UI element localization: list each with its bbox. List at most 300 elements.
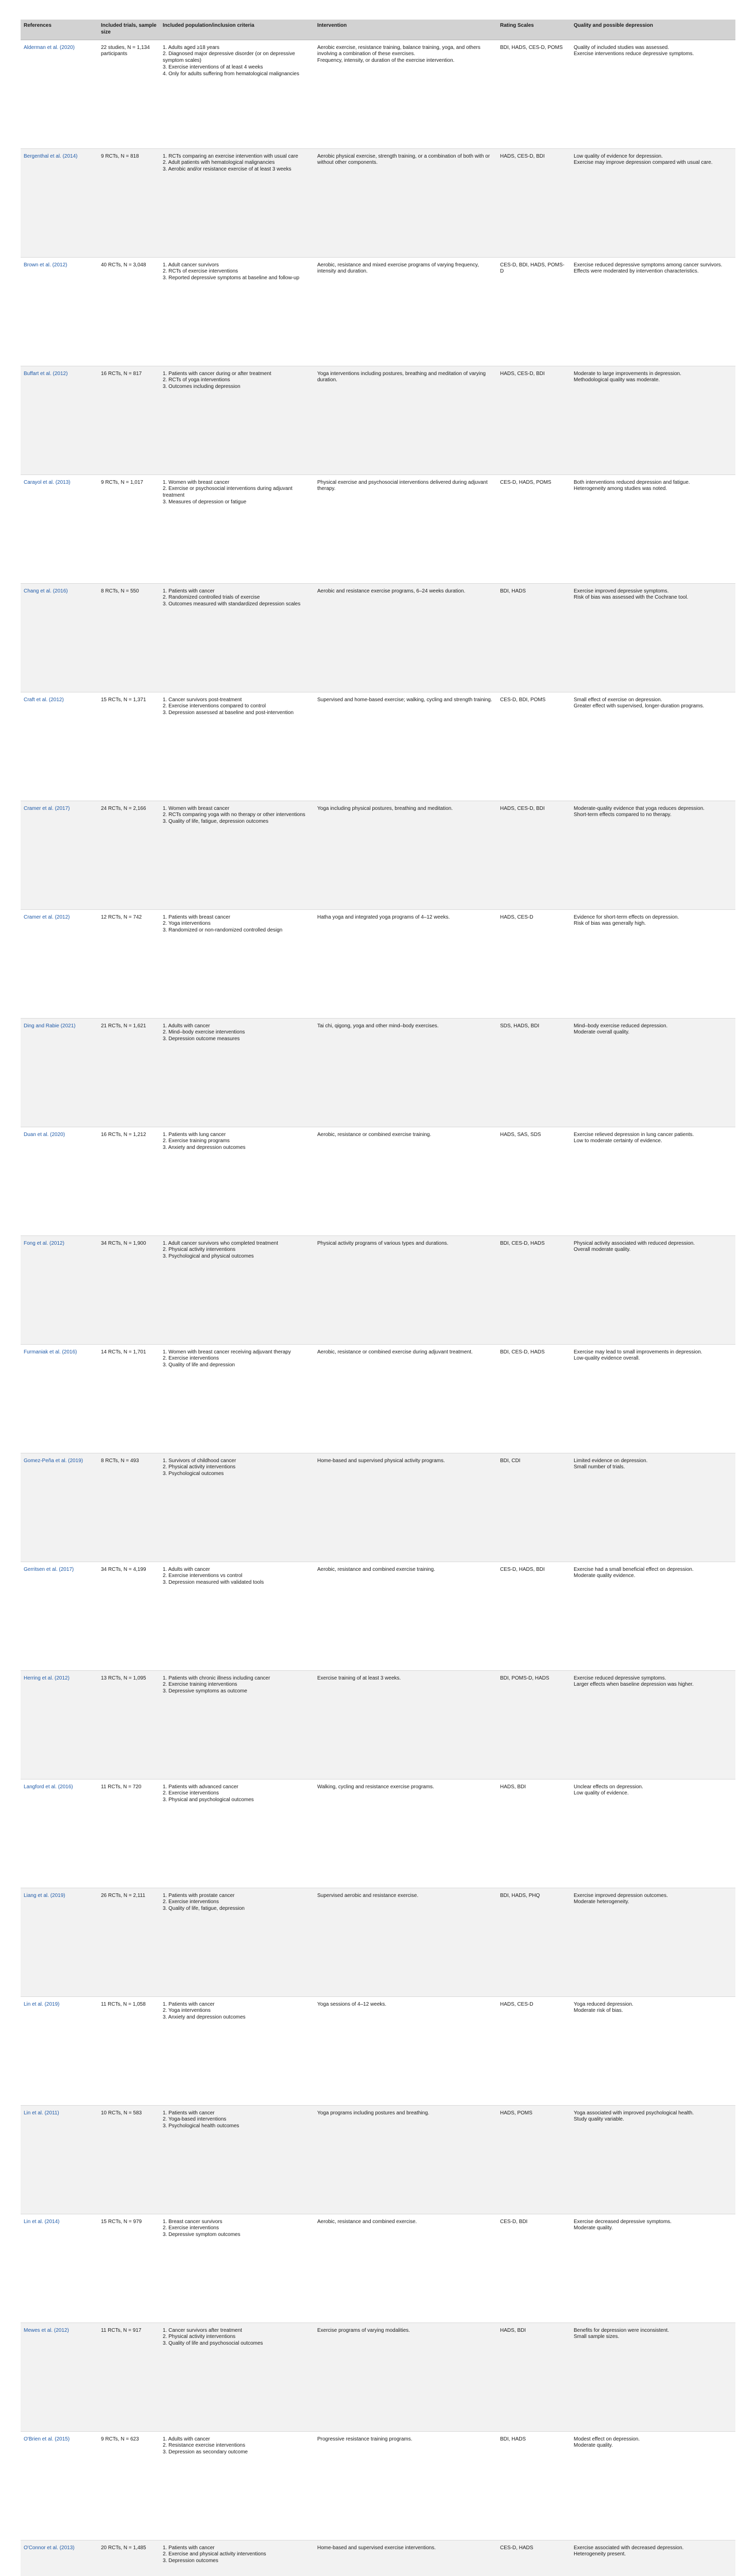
cell-population: [160, 40, 314, 148]
cell-population-line: 2. Yoga-based interventions: [163, 2116, 227, 2123]
cell-quality-line: Risk of bias was generally high.: [574, 921, 646, 927]
cell-trials: [98, 1018, 160, 1127]
cell-quality-line: Heterogeneity present.: [574, 2551, 626, 2557]
cell-population-line: 1. Adult cancer survivors: [163, 262, 219, 268]
cell-rating-scales-line: HADS, BDI: [500, 1784, 526, 1790]
cell-intervention-line: Aerobic, resistance and combined exercise.: [317, 2218, 417, 2225]
cell-trials-line: 26 RCTs, N = 2,111: [101, 1892, 146, 1899]
cell-population-line: 2. Yoga interventions: [163, 921, 211, 927]
cell-population: [160, 583, 314, 692]
cell-reference-text[interactable]: Alderman et al. (2020): [24, 44, 75, 50]
cell-population-line: 2. Diagnosed major depressive disorder (or on depressive symptom scales): [163, 51, 295, 64]
cell-reference-text[interactable]: Ding and Rabie (2021): [24, 1023, 76, 1029]
table-row: [21, 692, 735, 801]
cell-rating-scales: [497, 1888, 571, 1996]
cell-intervention: [314, 366, 497, 474]
cell-population: [160, 1127, 314, 1235]
cell-trials-line: 9 RCTs, N = 623: [101, 2436, 139, 2442]
cell-population-line: 2. Exercise or psychosocial interventions during adjuvant treatment: [163, 486, 293, 499]
cell-population-line: 2. Randomized controlled trials of exercise: [163, 595, 260, 601]
cell-quality: [571, 1344, 735, 1453]
cell-trials: [98, 148, 160, 257]
cell-quality: [571, 366, 735, 474]
cell-population-line: 3. Measures of depression or fatigue: [163, 499, 247, 505]
cell-population-line: 1. Patients with breast cancer: [163, 914, 231, 920]
cell-quality-line: Exercise had a small beneficial effect on depression.: [574, 1566, 694, 1572]
cell-population-line: 2. RCTs of exercise interventions: [163, 268, 238, 275]
cell-intervention: [314, 1127, 497, 1235]
cell-intervention-line: Physical exercise and psychosocial interventions delivered during adjuvant therapy.: [317, 479, 488, 492]
cell-reference: [21, 1018, 98, 1127]
cell-quality-line: Larger effects when baseline depression was higher.: [574, 1682, 694, 1688]
cell-rating-scales-line: HADS, CES-D: [500, 2001, 534, 2007]
cell-population-line: 2. Physical activity interventions: [163, 1464, 236, 1470]
cell-population-line: 3. Depression as secondary outcome: [163, 2449, 248, 2455]
cell-population: [160, 801, 314, 909]
cell-population-line: 3. Quality of life and depression: [163, 1362, 235, 1368]
cell-population-line: 4. Only for adults suffering from hematological malignancies: [163, 71, 299, 77]
cell-reference: [21, 909, 98, 1018]
cell-rating-scales-line: BDI, HADS: [500, 2436, 526, 2442]
cell-intervention-line: Yoga interventions including postures, breathing and meditation of varying duration.: [317, 370, 486, 383]
cell-intervention: [314, 692, 497, 801]
cell-population-line: 3. Aerobic and/or resistance exercise of at least 3 weeks: [163, 166, 291, 173]
cell-intervention-line: Aerobic physical exercise, strength training, or a combination of both with or without other components.: [317, 153, 490, 166]
cell-population-line: 3. Anxiety and depression outcomes: [163, 2014, 246, 2021]
cell-intervention-line: Frequency, intensity, or duration of the exercise intervention.: [317, 58, 455, 64]
cell-quality-line: Low quality of evidence for depression.: [574, 153, 663, 159]
cell-reference: [21, 2540, 98, 2576]
cell-quality: [571, 1779, 735, 1888]
cell-reference: [21, 1562, 98, 1670]
cell-intervention-line: Yoga including physical postures, breathing and meditation.: [317, 805, 453, 811]
cell-intervention: [314, 2214, 497, 2323]
cell-population: [160, 1344, 314, 1453]
cell-trials-line: 11 RCTs, N = 1,058: [101, 2001, 146, 2007]
cell-intervention-line: Aerobic, resistance or combined exercise during adjuvant treatment.: [317, 1349, 473, 1355]
cell-population-line: 1. Adult cancer survivors who completed treatment: [163, 1240, 278, 1246]
cell-intervention-line: Exercise programs of varying modalities.: [317, 2327, 410, 2333]
cell-quality-line: Moderate quality.: [574, 2225, 613, 2231]
cell-quality-line: Greater effect with supervised, longer-duration programs.: [574, 703, 705, 709]
cell-reference: [21, 2323, 98, 2431]
cell-reference-text[interactable]: Craft et al. (2012): [24, 697, 64, 703]
cell-rating-scales: [497, 1779, 571, 1888]
cell-quality-line: Limited evidence on depression.: [574, 1458, 648, 1464]
cell-reference: [21, 1888, 98, 1996]
cell-trials-line: 12 RCTs, N = 742: [101, 914, 142, 920]
cell-intervention-line: Hatha yoga and integrated yoga programs of 4–12 weeks.: [317, 914, 450, 920]
cell-trials-line: 15 RCTs, N = 979: [101, 2218, 142, 2225]
cell-trials: [98, 1344, 160, 1453]
cell-population-line: 1. Adults with cancer: [163, 1023, 210, 1029]
cell-trials: [98, 1235, 160, 1344]
cell-quality-line: Small effect of exercise on depression.: [574, 697, 662, 703]
cell-rating-scales: [497, 1344, 571, 1453]
cell-rating-scales: [497, 366, 571, 474]
table-row: [21, 2105, 735, 2214]
cell-intervention-line: Supervised aerobic and resistance exercise.: [317, 1892, 419, 1899]
cell-population-line: 3. Reported depressive symptoms at baseline and follow-up: [163, 275, 300, 281]
cell-rating-scales: [497, 474, 571, 583]
cell-intervention-line: Progressive resistance training programs.: [317, 2436, 413, 2442]
table-row: [21, 366, 735, 474]
cell-quality-line: Quality of included studies was assessed.: [574, 44, 669, 50]
cell-quality-line: Exercise may lead to small improvements in depression.: [574, 1349, 702, 1355]
cell-quality-line: Unclear effects on depression.: [574, 1784, 643, 1790]
cell-reference: [21, 1996, 98, 2105]
cell-rating-scales-line: HADS, CES-D: [500, 914, 534, 920]
cell-quality-line: Exercise interventions reduce depressive symptoms.: [574, 51, 694, 57]
cell-trials: [98, 2540, 160, 2576]
cell-reference-text[interactable]: O'Connor et al. (2013): [24, 2545, 75, 2551]
cell-population-line: 3. Psychological outcomes: [163, 1471, 224, 1477]
column-header-trials: Included trials, sample size: [98, 20, 160, 40]
cell-trials-line: 15 RCTs, N = 1,371: [101, 697, 146, 703]
cell-intervention: [314, 148, 497, 257]
cell-trials-line: 10 RCTs, N = 583: [101, 2110, 142, 2116]
cell-intervention-line: Walking, cycling and resistance exercise programs.: [317, 1784, 434, 1790]
cell-population: [160, 1235, 314, 1344]
cell-rating-scales: [497, 801, 571, 909]
cell-trials: [98, 1670, 160, 1779]
cell-trials-line: 13 RCTs, N = 1,095: [101, 1675, 146, 1681]
cell-reference-text[interactable]: Buffart et al. (2012): [24, 370, 68, 377]
cell-population-line: 3. Quality of life, fatigue, depression outcomes: [163, 819, 269, 825]
cell-trials-line: 14 RCTs, N = 1,701: [101, 1349, 146, 1355]
table-row: [21, 2214, 735, 2323]
cell-population-line: 2. Exercise interventions vs control: [163, 1573, 243, 1579]
cell-population-line: 1. Patients with cancer: [163, 588, 215, 594]
cell-reference: [21, 801, 98, 909]
cell-quality-line: Exercise reduced depressive symptoms.: [574, 1675, 666, 1681]
cell-intervention: [314, 801, 497, 909]
cell-population-line: 3. Randomized or non-randomized controlled design: [163, 927, 283, 934]
cell-population: [160, 1996, 314, 2105]
table-row: [21, 1127, 735, 1235]
cell-rating-scales: [497, 1562, 571, 1670]
cell-reference: [21, 2105, 98, 2214]
cell-intervention: [314, 2431, 497, 2540]
cell-reference-text[interactable]: Chang et al. (2016): [24, 588, 68, 594]
cell-trials-line: 34 RCTs, N = 1,900: [101, 1240, 146, 1246]
cell-reference-text[interactable]: Brown et al. (2012): [24, 262, 67, 268]
cell-quality-line: Risk of bias was assessed with the Cochrane tool.: [574, 595, 689, 601]
cell-population: [160, 1018, 314, 1127]
cell-quality-line: Exercise improved depression outcomes.: [574, 1892, 668, 1899]
cell-population: [160, 474, 314, 583]
cell-quality-line: Mind–body exercise reduced depression.: [574, 1023, 668, 1029]
cell-reference-text[interactable]: Langford et al. (2016): [24, 1784, 73, 1790]
cell-rating-scales: [497, 2431, 571, 2540]
cell-intervention: [314, 1996, 497, 2105]
table-row: [21, 909, 735, 1018]
cell-population: [160, 1670, 314, 1779]
cell-intervention: [314, 1779, 497, 1888]
cell-reference-text[interactable]: Cramer et al. (2017): [24, 805, 70, 811]
cell-reference: [21, 1779, 98, 1888]
cell-quality-line: Exercise relieved depression in lung cancer patients.: [574, 1131, 694, 1138]
cell-population: [160, 2323, 314, 2431]
cell-population-line: 2. Adult patients with hematological malignancies: [163, 160, 275, 166]
cell-trials: [98, 1453, 160, 1562]
cell-reference: [21, 1344, 98, 1453]
cell-quality: [571, 40, 735, 148]
cell-quality-line: Overall moderate quality.: [574, 1247, 631, 1253]
cell-quality: [571, 2431, 735, 2540]
cell-trials-line: 11 RCTs, N = 917: [101, 2327, 142, 2333]
cell-quality-line: Study quality variable.: [574, 2116, 624, 2123]
cell-trials: [98, 1127, 160, 1235]
cell-reference: [21, 366, 98, 474]
cell-rating-scales-line: HADS, POMS: [500, 2110, 532, 2116]
cell-reference: [21, 583, 98, 692]
cell-population-line: 1. RCTs comparing an exercise intervention with usual care: [163, 153, 298, 159]
cell-population-line: 1. Patients with lung cancer: [163, 1131, 226, 1138]
cell-population-line: 2. RCTs of yoga interventions: [163, 377, 230, 383]
cell-intervention: [314, 474, 497, 583]
cell-intervention-line: Aerobic and resistance exercise programs, 6–24 weeks duration.: [317, 588, 466, 594]
cell-rating-scales: [497, 1453, 571, 1562]
cell-reference-text[interactable]: Cramer et al. (2012): [24, 914, 70, 920]
cell-population-line: 1. Patients with prostate cancer: [163, 1892, 235, 1899]
cell-reference: [21, 148, 98, 257]
cell-population-line: 1. Patients with advanced cancer: [163, 1784, 238, 1790]
cell-quality: [571, 1888, 735, 1996]
cell-quality-line: Both interventions reduced depression and fatigue.: [574, 479, 690, 485]
cell-trials: [98, 474, 160, 583]
cell-rating-scales: [497, 2540, 571, 2576]
cell-population-line: 1. Patients with cancer: [163, 2110, 215, 2116]
cell-population-line: 2. Exercise interventions compared to control: [163, 703, 266, 709]
cell-rating-scales: [497, 692, 571, 801]
column-header-references: References: [21, 20, 98, 40]
table-row: [21, 474, 735, 583]
cell-reference-text[interactable]: Liang et al. (2019): [24, 1892, 65, 1899]
cell-quality-line: Effects were moderated by intervention characteristics.: [574, 268, 699, 275]
cell-quality-line: Low to moderate certainty of evidence.: [574, 1138, 662, 1144]
cell-population-line: 3. Depression measured with validated tools: [163, 1580, 264, 1586]
cell-trials-line: 16 RCTs, N = 1,212: [101, 1131, 146, 1138]
cell-reference-text[interactable]: Fong et al. (2012): [24, 1240, 64, 1246]
cell-intervention: [314, 1670, 497, 1779]
cell-trials: [98, 1888, 160, 1996]
cell-trials: [98, 1779, 160, 1888]
cell-quality-line: Yoga reduced depression.: [574, 2001, 633, 2007]
cell-rating-scales-line: BDI, HADS, CES-D, POMS: [500, 44, 563, 50]
cell-population-line: 1. Adults aged ≥18 years: [163, 44, 220, 50]
cell-population-line: 2. Exercise training programs: [163, 1138, 230, 1144]
cell-population-line: 1. Cancer survivors after treatment: [163, 2327, 242, 2333]
cell-intervention-line: Aerobic, resistance and combined exercise training.: [317, 1566, 436, 1572]
cell-intervention: [314, 583, 497, 692]
cell-population-line: 3. Outcomes measured with standardized depression scales: [163, 601, 301, 607]
cell-rating-scales-line: HADS, BDI: [500, 2327, 526, 2333]
cell-quality: [571, 801, 735, 909]
cell-reference-text[interactable]: O'Brien et al. (2015): [24, 2436, 70, 2442]
cell-reference-text[interactable]: Lin et al. (2014): [24, 2218, 60, 2225]
cell-rating-scales-line: HADS, CES-D, BDI: [500, 153, 545, 159]
cell-population-line: 3. Psychological health outcomes: [163, 2123, 239, 2129]
cell-quality-line: Low quality of evidence.: [574, 1790, 629, 1797]
cell-quality: [571, 583, 735, 692]
cell-reference: [21, 692, 98, 801]
cell-intervention-line: Supervised and home-based exercise; walking, cycling and strength training.: [317, 697, 492, 703]
table-row: [21, 2431, 735, 2540]
cell-reference: [21, 1453, 98, 1562]
cell-rating-scales: [497, 1018, 571, 1127]
cell-quality-line: Moderate overall quality.: [574, 1029, 630, 1036]
cell-population: [160, 2105, 314, 2214]
cell-quality: [571, 909, 735, 1018]
cell-reference-text[interactable]: Bergenthal et al. (2014): [24, 153, 78, 159]
cell-population: [160, 148, 314, 257]
cell-quality-line: Moderate heterogeneity.: [574, 1899, 629, 1905]
cell-population-line: 2. Exercise training interventions: [163, 1682, 237, 1688]
cell-population-line: 3. Anxiety and depression outcomes: [163, 1145, 246, 1151]
cell-population-line: 2. Exercise interventions: [163, 1899, 219, 1905]
cell-intervention-line: Yoga sessions of 4–12 weeks.: [317, 2001, 387, 2007]
cell-population-line: 3. Depressive symptoms as outcome: [163, 1688, 247, 1694]
cell-reference-text[interactable]: Herring et al. (2012): [24, 1675, 70, 1681]
cell-quality-line: Physical activity associated with reduced depression.: [574, 1240, 695, 1246]
cell-rating-scales: [497, 40, 571, 148]
cell-population: [160, 1779, 314, 1888]
cell-quality: [571, 2105, 735, 2214]
cell-trials: [98, 2105, 160, 2214]
cell-population: [160, 2431, 314, 2540]
table-row: [21, 1562, 735, 1670]
cell-population-line: 3. Physical and psychological outcomes: [163, 1797, 254, 1803]
cell-quality: [571, 1127, 735, 1235]
cell-trials-line: 9 RCTs, N = 1,017: [101, 479, 143, 485]
cell-quality-line: Exercise associated with decreased depression.: [574, 2545, 684, 2551]
cell-rating-scales: [497, 257, 571, 366]
cell-quality: [571, 1235, 735, 1344]
cell-reference-text[interactable]: Mewes et al. (2012): [24, 2327, 69, 2333]
cell-quality-line: Short-term effects compared to no therapy.: [574, 812, 672, 818]
table-row: [21, 2540, 735, 2576]
cell-quality: [571, 148, 735, 257]
cell-rating-scales-line: CES-D, BDI, POMS: [500, 697, 546, 703]
cell-rating-scales-line: BDI, CES-D, HADS: [500, 1349, 545, 1355]
cell-rating-scales-line: CES-D, HADS, BDI: [500, 1566, 545, 1572]
cell-population: [160, 1453, 314, 1562]
cell-population-line: 1. Adults with cancer: [163, 1566, 210, 1572]
cell-rating-scales-line: CES-D, BDI, HADS, POMS-D: [500, 262, 565, 275]
cell-reference-text[interactable]: Furmaniak et al. (2016): [24, 1349, 77, 1355]
cell-rating-scales: [497, 2105, 571, 2214]
table-row: [21, 2323, 735, 2431]
cell-reference-text[interactable]: Lin et al. (2011): [24, 2110, 59, 2116]
cell-rating-scales-line: CES-D, HADS: [500, 2545, 534, 2551]
cell-rating-scales-line: BDI, HADS, PHQ: [500, 1892, 540, 1899]
cell-trials: [98, 257, 160, 366]
cell-intervention-line: Exercise training of at least 3 weeks.: [317, 1675, 401, 1681]
table-row: [21, 1453, 735, 1562]
table-row: [21, 1779, 735, 1888]
cell-population-line: 2. Resistance exercise interventions: [163, 2443, 246, 2449]
cell-rating-scales: [497, 1670, 571, 1779]
cell-trials: [98, 692, 160, 801]
cell-reference-text[interactable]: Gerritsen et al. (2017): [24, 1566, 74, 1572]
cell-trials: [98, 583, 160, 692]
cell-quality-line: Exercise reduced depressive symptoms among cancer survivors.: [574, 262, 723, 268]
cell-rating-scales: [497, 909, 571, 1018]
cell-population-line: 3. Depression outcomes: [163, 2558, 218, 2564]
cell-rating-scales-line: BDI, HADS: [500, 588, 526, 594]
cell-quality-line: Benefits for depression were inconsistent.: [574, 2327, 669, 2333]
cell-rating-scales-line: CES-D, BDI: [500, 2218, 528, 2225]
cell-intervention: [314, 1344, 497, 1453]
cell-trials-line: 34 RCTs, N = 4,199: [101, 1566, 146, 1572]
cell-quality-line: Evidence for short-term effects on depression.: [574, 914, 679, 920]
cell-intervention: [314, 1018, 497, 1127]
cell-population-line: 2. Exercise and physical activity interventions: [163, 2551, 266, 2557]
cell-rating-scales-line: BDI, POMS-D, HADS: [500, 1675, 549, 1681]
table-row: [21, 40, 735, 148]
cell-intervention-line: Home-based and supervised physical activity programs.: [317, 1458, 445, 1464]
cell-reference: [21, 40, 98, 148]
cell-intervention: [314, 257, 497, 366]
cell-intervention: [314, 1235, 497, 1344]
cell-trials-line: 21 RCTs, N = 1,621: [101, 1023, 146, 1029]
cell-quality: [571, 2540, 735, 2576]
cell-quality-line: Moderate-quality evidence that yoga reduces depression.: [574, 805, 705, 811]
cell-reference-text[interactable]: Gomez-Peña et al. (2019): [24, 1458, 83, 1464]
cell-reference-text[interactable]: Duan et al. (2020): [24, 1131, 65, 1138]
cell-intervention: [314, 2540, 497, 2576]
cell-intervention: [314, 2323, 497, 2431]
cell-rating-scales-line: HADS, CES-D, BDI: [500, 805, 545, 811]
cell-population-line: 3. Quality of life, fatigue, depression: [163, 1906, 245, 1912]
cell-population-line: 1. Patients with cancer: [163, 2545, 215, 2551]
cell-trials-line: 20 RCTs, N = 1,485: [101, 2545, 146, 2551]
table-row: [21, 583, 735, 692]
cell-trials: [98, 1562, 160, 1670]
cell-reference-text[interactable]: Lin et al. (2019): [24, 2001, 60, 2007]
cell-trials-line: 8 RCTs, N = 550: [101, 588, 139, 594]
table-header-row: [21, 20, 735, 40]
cell-population-line: 1. Patients with chronic illness including cancer: [163, 1675, 270, 1681]
cell-reference: [21, 257, 98, 366]
cell-intervention: [314, 2105, 497, 2214]
cell-quality-line: Methodological quality was moderate.: [574, 377, 660, 383]
cell-population-line: 3. Quality of life and psychosocial outcomes: [163, 2341, 263, 2347]
cell-trials: [98, 801, 160, 909]
cell-intervention: [314, 909, 497, 1018]
cell-intervention-line: Aerobic, resistance and mixed exercise programs of varying frequency, intensity and duration.: [317, 262, 479, 275]
cell-quality-line: Yoga associated with improved psychological health.: [574, 2110, 694, 2116]
cell-population: [160, 2214, 314, 2323]
cell-population: [160, 257, 314, 366]
cell-reference: [21, 1235, 98, 1344]
column-header-rating-scales: Rating Scales: [497, 20, 571, 40]
table-row: [21, 1344, 735, 1453]
cell-rating-scales: [497, 1996, 571, 2105]
cell-population-line: 2. Physical activity interventions: [163, 1247, 236, 1253]
cell-population-line: 1. Patients with cancer: [163, 2001, 215, 2007]
cell-trials-line: 16 RCTs, N = 817: [101, 370, 142, 377]
cell-quality-line: Moderate quality.: [574, 2443, 613, 2449]
cell-reference-text[interactable]: Carayol et al. (2013): [24, 479, 71, 485]
table-row: [21, 801, 735, 909]
cell-population-line: 1. Survivors of childhood cancer: [163, 1458, 236, 1464]
cell-population: [160, 366, 314, 474]
cell-quality-line: Small number of trials.: [574, 1464, 625, 1470]
cell-population-line: 3. Depressive symptom outcomes: [163, 2232, 240, 2238]
cell-quality-line: Moderate risk of bias.: [574, 2008, 623, 2014]
